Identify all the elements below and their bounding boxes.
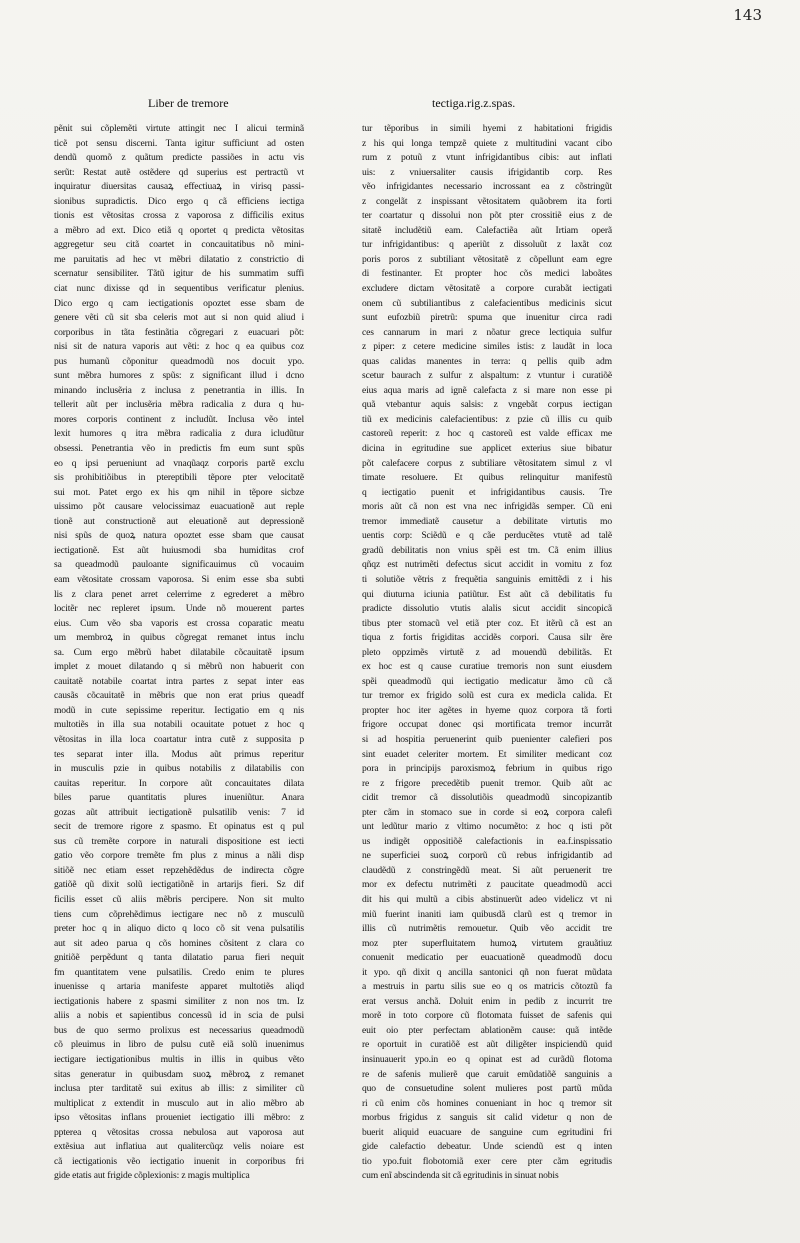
text-line: me paruitatis ad hec vt mẽbri dilatatio z constrictio di <box>54 253 304 265</box>
text-line: a mestruis in partu silis sue eo q os matricis cõtoztũ fa <box>362 981 612 993</box>
text-line: pora in principijs paroxismoꝝ febrium in quibus rigo <box>362 763 612 775</box>
text-line: gradũ debilitatis non vnius spẽi est tm. Cã enim illius <box>362 544 612 556</box>
text-line: tur infrigidantibus: q aperiũt z dissoluũt z laxãt coz <box>362 239 612 251</box>
text-line: gnitiõẽ perpẽdunt q tanta dilatatio parua fieri nequit <box>54 952 304 964</box>
text-line: tionẽ aut constructionẽ aut eleuationẽ aut depressionẽ <box>54 515 304 527</box>
text-line: qui diuturna iciunia patiũtur. Est aũt cã debilitatis fu <box>362 588 612 600</box>
text-line: genere vẽti cũ sit sba celeris mot aut si non quid aliud i <box>54 312 304 324</box>
text-line: erat versus anchã. Doluit enim in pedib z incurrit tre <box>362 995 612 1007</box>
folio-number: 143 <box>733 6 762 24</box>
text-line: sionibus supradictis. Dico ergo q cã efficiens iectiga <box>54 195 304 207</box>
text-line: Dico ergo q cam iectigationis opoztet esse sbam de <box>54 297 304 309</box>
text-column-right <box>362 122 612 1182</box>
text-line: nisi sit de natura vaporis aut vẽti: z hoc q ea quibus coz <box>54 341 304 353</box>
text-line: pus humanũ cõponitur queadmodũ nos docuit ypo. <box>54 355 304 367</box>
text-line: cauitas reperitur. In corpore aũt concauitates dilata <box>54 777 304 789</box>
text-line: pter cãm in stomaco sue in corde si eoꝝ corpora calefi <box>362 806 612 818</box>
text-line: in musculis pzie in quibus notabilis z dilatabilis con <box>54 763 304 775</box>
text-line: tes separat inter illa. Modus aũt primus reperitur <box>54 748 304 760</box>
text-line: aliis a nobis et sapientibus concessũ id in scia de pulsi <box>54 1010 304 1022</box>
text-line: sitatẽ includẽtiũ eam. Calefactiẽa aũt Irtiam operã <box>362 224 612 236</box>
text-line: ces cannarum in mari z nõatur grece lectiquia sulfur <box>362 326 612 338</box>
text-line: z congelãt z inspissant vẽtositatem quãobrem ita forti <box>362 195 612 207</box>
running-head-left: Liber de tremore <box>148 96 229 110</box>
text-line: eam vẽtositate crossam vaporosa. Si enim esse sba subti <box>54 573 304 585</box>
text-line: põt calefacere corpus z subtiliare vẽtositatem simul z vl <box>362 457 612 469</box>
text-line: extẽsiua aut inflatiua aut qualitercũqz velis noiare est <box>54 1141 304 1153</box>
text-line: gatio vẽo corpore tremẽte fm plus z minus a nãli disp <box>54 850 304 862</box>
text-line: quas calidas manentes in terra: q pellis quib adm <box>362 355 612 367</box>
text-line: biles parue quantitatis plures inueniũtur. Anara <box>54 792 304 804</box>
text-line: ciat nunc dixisse qd in sequentibus verificatur plenius. <box>54 283 304 295</box>
text-line: ne superficiei suoꝝ corporũ cũ rebus infrigidantib ad <box>362 850 612 862</box>
text-line: gide calefactio debeatur. Unde sciendũ est q inten <box>362 1141 612 1153</box>
text-line: sus cũ tremẽte corpore in naturali dispositione est iecti <box>54 835 304 847</box>
text-line: tio ypo.fuit flobotomiã exer cere pter cãm egritudis <box>362 1155 612 1167</box>
text-line: ficilis esset cũ aliis mẽbris percipere. Non sit multo <box>54 893 304 905</box>
text-line: morbus frigidus z sanguis sit calid videtur q non de <box>362 1112 612 1124</box>
text-line: unt ledũtur mario z vltimo nocumẽto: z hoc q isti põt <box>362 821 612 833</box>
text-line: mores corporis continent z includũt. Inclusa vẽo intel <box>54 413 304 425</box>
text-line: aggregetur seu citã coartet in concauitatibus nõ mini- <box>54 239 304 251</box>
text-line: ipso vẽtositas inflans proueniet iectigatio illi mẽbro: z <box>54 1112 304 1124</box>
text-line: gozas aũt attribuit iectigationẽ pulsatilib venis: 7 id <box>54 806 304 818</box>
text-line: ti solutiõe vẽtris z frequẽtia sanguinis emittẽdi z i his <box>362 573 612 585</box>
text-line: sa queadmodũ pauloante significauimus cũ vocauim <box>54 559 304 571</box>
text-line: ex hoc est q cause curatiue tremoris non sunt eiusdem <box>362 661 612 673</box>
text-line: excludere dictam vẽtositatẽ a corpore curabãt iectigati <box>362 283 612 295</box>
text-line: sitiõẽ nec etiam esset repzehẽdẽdus de indirecta cõgre <box>54 864 304 876</box>
text-line: frigore occupat donec qsi mortificata tremor incurrãt <box>362 719 612 731</box>
text-line: sitas generatur in quibusdam suoꝝ mẽbroꝝ z remanet <box>54 1068 304 1080</box>
text-line: sis prohibitiõibus in ptereptibili tẽpore pter velocitatẽ <box>54 472 304 484</box>
text-line: inuenisse q artaria manifeste apparet multotiẽs aliqd <box>54 981 304 993</box>
text-line: moris aũt cã non est vna nec infrigidãs semper. Cũ eni <box>362 501 612 513</box>
text-line: us indigẽt oppositiõẽ calefactionis in ea.f.inspissatio <box>362 835 612 847</box>
text-line: mor ex defectu nutrimẽti z paucitate queadmodũ acci <box>362 879 612 891</box>
text-line: q iectigatio puenit et infrigidantibus causis. Tre <box>362 486 612 498</box>
text-line: vẽtositas in illa loca coartatur intra cutẽ z supposita p <box>54 733 304 745</box>
text-line: morẽ in toto corpore cũ flotomata fuisset de safenis qui <box>362 1010 612 1022</box>
text-line: pẽnit sui cõplemẽti virtute attingit nec I alicui terminã <box>54 123 304 134</box>
text-line: miũ fuerint inaniti iam quibusdã clarũ est q tremor in <box>362 908 612 920</box>
text-line: eo q ipsi perueniunt ad vnaqũaqz corporis partẽ exclu <box>54 457 304 469</box>
text-line: cã iectigationis vẽo iectigatio inuenit in corporibus fri <box>54 1155 304 1167</box>
text-line: iectigationẽ. Est aũt huiusmodi sba humiditas crof <box>54 544 304 556</box>
text-line: gide etatis aut frigide cõplexionis: z magis multiplica <box>54 1170 250 1182</box>
text-line: cõ pleuimus in libro de pulsu cutẽ eiã solũ inuenimus <box>54 1039 304 1051</box>
text-line: quã vtebantur aquis salsis: z vngebãt corpus iectigan <box>362 399 612 411</box>
text-line: castoreũ reperit: z hoc q castoreũ est valde efficax me <box>362 428 612 440</box>
text-line: bus de quo sermo prolixus est necessarius queadmodũ <box>54 1024 304 1036</box>
text-line: nisi spũs de quoꝝ natura opoztet esse sbam que causat <box>54 530 304 542</box>
text-line: aut sit adeo parua q cõs homines cõsitent z clara co <box>54 937 304 949</box>
text-line: buerit aliquid euacuare de sanguine cum egritudini fri <box>362 1126 612 1138</box>
text-line: re de safenis mulierẽ que caruit emũdatiõẽ sanguinis a <box>362 1068 612 1080</box>
text-line: vẽo infrigidantes necessario incrossant ea z cõstringũt <box>362 181 612 193</box>
text-line: dit his qui multũ a cibis abstinuerũt adeo videlicz vt ni <box>362 893 612 905</box>
text-line: tiens cum cõprehẽdimus iectigare nec nõ z musculũ <box>54 908 304 920</box>
text-line: spẽi queadmodũ qui iectigatio medicatur ãmo cũ cã <box>362 675 612 687</box>
text-line: tiqua z fortis frigiditas accidẽs corpori. Causa silr ẽre <box>362 632 612 644</box>
text-line: re z frigore precedẽtib puenit tremor. Quib aũt ac <box>362 777 612 789</box>
text-line: insinuauerit ypo.in eo q opinat est ad curãdũ flotoma <box>362 1054 612 1065</box>
text-line: multiplicat z extendit in musculo aut in alio mẽbro ab <box>54 1097 304 1109</box>
text-line: conuenit medicatio per euacuationẽ queadmodũ docu <box>362 952 612 964</box>
text-line: minando inclusẽria z inclusa z penetrantia in illis. In <box>54 384 304 396</box>
text-line: ter coartatur q dissolui non põt pter crossitiẽ eius z de <box>362 210 612 222</box>
text-line: dendũ quomõ z quãtum predicte passiões in actu vis <box>54 152 304 164</box>
text-line: sa. Cum ergo mẽbrũ habet dilatabile cõcauitatẽ ipsum <box>54 646 304 658</box>
running-head-right: tectiga.rig.z.spas. <box>432 96 516 110</box>
text-line: corporibus in tãta festinãtia cõgregari z euacuari põt: <box>54 326 304 338</box>
text-line: secit de tremore rigore z spasmo. Et opinatus est q pul <box>54 821 304 833</box>
text-line: re oportuit in curatiõẽ est aũt diligẽter inspiciendũ quid <box>362 1039 612 1051</box>
text-line: a mẽbro ad ext. Dico etiã q oportet q predicta vẽtositas <box>54 224 304 236</box>
text-line: tur tremor ex frigido solũ est cura ex medicla calida. Et <box>362 690 612 702</box>
text-line: onem cũ subtiliantibus z calefacientibus medicinis sicut <box>362 297 612 309</box>
text-line: poris poros z subtiliant vẽtositatẽ z cõpellunt eam egre <box>362 253 612 265</box>
text-line: um membroꝝ in quibus cõgregat remanet intus inclu <box>54 632 304 644</box>
text-line: tellerit aũt per inclusẽria mẽbra radicalia z dura q hu- <box>54 399 304 411</box>
text-line: tionis est vẽtositas crossa z vaporosa z difficilis exitus <box>54 210 304 222</box>
text-line: lis z clara penet arret celerrime z egrederet a mẽbro <box>54 588 304 600</box>
text-line: di festinanter. Et propter hoc cõs medici laboãtes <box>362 268 612 280</box>
text-line: it ypo. qñ dixit q ancilla santonici qñ non fuerat mũdata <box>362 966 612 978</box>
text-line: dicina in egritudine sue applicet exterius siue bibatur <box>362 443 612 455</box>
text-line: sint euadet celeriter mortem. Et similiter medicant coz <box>362 748 612 760</box>
text-line: z piper: z cetere medicine similes istis: z laudãt in loca <box>362 341 612 353</box>
text-line: tremor immediatẽ causetur a debilitate virtutis mo <box>362 515 612 527</box>
text-line: ppterea q vẽtositas crossa nebulosa aut vaporosa aut <box>54 1126 304 1138</box>
text-line: quo de consuetudine solent mulieres post partũ mũda <box>362 1083 612 1095</box>
text-line: lexit humores q itra mẽbra radicalia z dura icludũtur <box>54 428 304 440</box>
text-line: claudẽdũ z constringẽdũ meat. Si aũt peruenerit tre <box>362 864 612 876</box>
text-line: sunt eufozbiũ piretrũ: spuma que inuenitur circa radi <box>362 312 612 324</box>
text-line: serũt: Restat autẽ ostẽdere qd superius est pertractũ vt <box>54 166 304 178</box>
text-line: cauitatẽ notabile coartat intra partes z sepat inter eas <box>54 675 304 687</box>
text-line: fm quantitatem vene pulsatilis. Credo enim te plures <box>54 966 304 978</box>
text-line: pleto oppzimẽs virtutẽ z ad mouendũ debilitãs. Et <box>362 646 612 658</box>
text-line: uentis corp: Sciẽdũ e q cãe perducẽtes vtutẽ ad talẽ <box>362 530 612 542</box>
text-line: uis: z vniuersaliter causis ifrigidantib corp. Res <box>362 166 612 178</box>
text-line: uissimo põt causare velocissimaz euacuationẽ aut reple <box>54 501 304 513</box>
text-line: inquiratur diuersitas causaꝝ effectiuaꝝ in virisq passi- <box>54 181 304 193</box>
text-line: pradicte dissolutio vtutis alalis sicut accidit sincopicã <box>362 603 612 615</box>
text-line: causãs cõcauitatẽ in mẽbris que non erat prius queadf <box>54 690 304 702</box>
text-line: scetur baurach z sulfur z alspaltum: z vtuntur i curatiõẽ <box>362 370 612 382</box>
text-line: locitẽr nec repleret ipsum. Unde nõ mouerent partes <box>54 603 304 615</box>
text-line: cidit tremor cã dissolutiõis queadmodũ sincopizantib <box>362 792 612 804</box>
text-line: ri cũ enim cõs homines conueniant in hoc q tremor sit <box>362 1097 612 1109</box>
text-line: implet z mouet dilatando q si mẽbrũ non habuerit con <box>54 661 304 673</box>
text-line: sui mot. Patet ergo ex his qm nihil in tẽpore sicbze <box>54 486 304 498</box>
text-line: sunt mẽbra humores z spũs: z significant illud i dcno <box>54 370 304 382</box>
text-line: moz pter superfluitatem humoꝝ virtutem grauãtiuz <box>362 937 612 949</box>
text-line: propter hoc iter agẽtes in hyeme quoz corpora tã forti <box>362 704 612 716</box>
text-line: tibus pter stomacũ vel etiã pter coz. Et itẽrũ cã est an <box>362 617 612 629</box>
text-line: scernatur sensibiliter. Tãtũ igitur de his summatim suffi <box>54 268 304 280</box>
text-line: si ad hospitia peruenerint quib puenienter calefieri pos <box>362 733 612 745</box>
text-line: eius. Cum vẽo sba vaporis est crossa coparatic meatu <box>54 617 304 629</box>
text-line: tur tẽporibus in simili hyemi z habitationi frigidis <box>362 123 612 134</box>
text-column-left <box>54 122 304 1182</box>
text-line: multotiẽs in illa sua notabili ocauitate potuet z hoc q <box>54 719 304 731</box>
text-line: euit oio pter perfectam ablationẽm cause: quã intẽde <box>362 1024 612 1036</box>
text-line: inclusa pter tarditatẽ sui exitus ab illis: z similiter cũ <box>54 1083 304 1095</box>
text-line: illis cũ nutrimẽtis remouetur. Quib vẽo accidit tre <box>362 923 612 935</box>
text-line: timate resoluere. Et quibus relinquitur manifestũ <box>362 472 612 484</box>
text-line: iectigare iectigationibus multis in illis in quibus vẽto <box>54 1054 304 1065</box>
text-line: obsessi. Penetrantia vẽo in predictis fm eum sunt spũs <box>54 443 304 455</box>
text-line: preter hoc q in aliquo dicto q loco cõ sit vena pulsatilis <box>54 923 304 935</box>
text-line: cum enĩ abscindenda sit cã egritudinis in sinuat nobis <box>362 1170 559 1182</box>
text-line: z his qui longa tempzẽ quiete z multitudini vacant cibo <box>362 137 612 149</box>
text-line: eius aqua maris ad ignẽ calefacta z si mare non esse pi <box>362 384 612 396</box>
text-line: qñqz est nutrimẽti defectus sicut accidit in vomitu z foz <box>362 559 612 571</box>
text-line: iectigationis habere z spasmi similiter z non nos tm. Iz <box>54 995 304 1007</box>
text-line: gatiõẽ qũ dixit solũ iectigatiõnẽ in artarijs fieri. Sz dif <box>54 879 304 891</box>
text-line: ticẽ pot sensu discerni. Tanta igitur sufficiunt ad osten <box>54 137 304 149</box>
text-line: modũ in cute sepissime reperitur. Iectigatio em q nis <box>54 704 304 716</box>
text-line: tiũ ex medicinis calefacientibus: z pzie cũ illis cu quib <box>362 413 612 425</box>
text-line: rum z potuũ z vtunt infrigidantibus cibis: aut inflati <box>362 152 612 164</box>
